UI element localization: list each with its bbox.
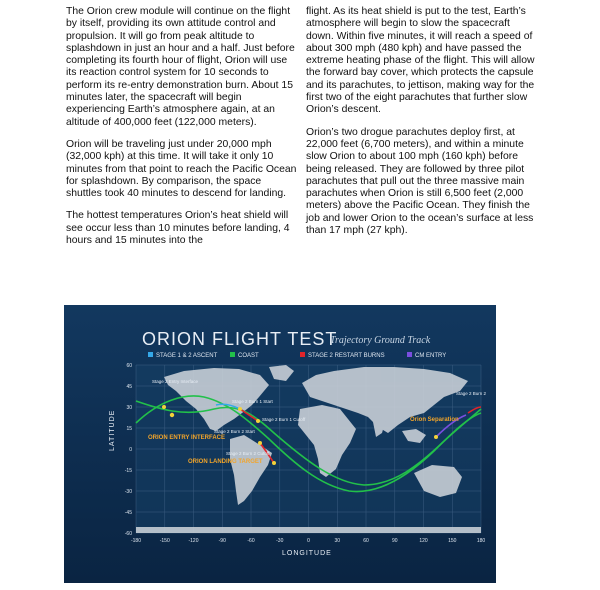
y-axis-label: LATITUDE: [109, 409, 116, 451]
legend-label-ascent: STAGE 1 & 2 ASCENT: [156, 353, 218, 359]
paragraph: flight. As its heat shield is put to the test, Earth’s atmosphere will begin to slow the spacecraft down. Within five minutes, it will reach a speed of about 300 mph (480 kph) and have passed the extreme heating phase of the flight. This will allow the forward bay cover, which protects the capsule and its parachutes, to jettison, making way for the first two of the eight parachutes that further slow Orion’s descent.: [306, 6, 535, 116]
lon-tick-label: 30: [334, 538, 341, 544]
annotation-burn1-cutoff: Stage 2 Burn 1 Cutoff: [262, 417, 306, 422]
lat-tick-label: 60: [126, 363, 132, 369]
lat-tick-label: 30: [126, 405, 132, 411]
marker-burn1-cutoff: [256, 419, 260, 423]
lon-tick-label: 180: [476, 538, 486, 544]
lon-tick-label: -150: [159, 538, 170, 544]
trajectory-ground-track-figure: [64, 305, 496, 583]
lon-tick-label: -180: [130, 538, 142, 544]
marker-entry-interface: [162, 405, 166, 409]
lon-tick-label: 90: [391, 538, 398, 544]
paragraph: The hottest temperatures Orion’s heat shield will see occur less than 10 minutes before landing, 4 hours and 15 minutes into the: [66, 210, 290, 247]
lat-tick-label: -45: [124, 510, 132, 516]
x-axis-label: LONGITUDE: [282, 550, 332, 557]
lon-tick-label: -120: [188, 538, 199, 544]
figure-subtitle: Trajectory Ground Track: [330, 335, 431, 346]
legend-label-cm-entry: CM ENTRY: [415, 353, 447, 359]
lon-tick-label: 0: [307, 538, 310, 544]
annotation-entry-interface-small: Stage 2 Entry Interface: [152, 379, 199, 384]
legend-label-restart-burns: STAGE 2 RESTART BURNS: [308, 353, 385, 359]
lon-tick-label: 150: [448, 538, 457, 544]
lon-tick-label: -30: [276, 538, 284, 544]
annotation-orion-entry-interface: ORION ENTRY INTERFACE: [148, 435, 226, 441]
lat-tick-label: -30: [124, 489, 132, 495]
legend-swatch-ascent: [148, 352, 153, 357]
figure-title: ORION FLIGHT TEST: [142, 329, 338, 349]
marker-burn2-cutoff: [272, 461, 276, 465]
article-left-column: [66, 6, 298, 257]
annotation-burn2-start: Stage 2 Burn 2 Start: [214, 429, 255, 434]
lat-tick-label: -60: [124, 531, 132, 537]
lat-tick-label: 15: [126, 426, 132, 432]
annotation-burn1-start: Stage 2 Burn 1 Start: [232, 399, 273, 404]
legend-label-coast: COAST: [238, 353, 259, 359]
lat-tick-label: 0: [129, 447, 132, 453]
article-right-column: [306, 6, 538, 247]
marker-burn2-start: [258, 441, 262, 445]
paragraph: Orion’s two drogue parachutes deploy first, at 22,000 feet (6,700 meters), and within a minute slow Orion to about 100 mph (160 kph) before being released. They are followed by three pilot parachutes that pull out the three massive main parachutes when Orion is still 6,500 feet (2,000 meters) above the Pacific Ocean. They finish the job and lower Orion to the ocean’s surface at less than 17 mph (27 kph).: [306, 126, 534, 237]
marker-burn1-start: [238, 407, 242, 411]
annotation-orion-landing-target: ORION LANDING TARGET: [188, 459, 263, 465]
lat-tick-label: 45: [126, 384, 132, 390]
annotation-burn2-right: Stage 2 Burn 2: [456, 391, 487, 396]
legend-swatch-cm-entry: [407, 352, 412, 357]
paragraph: The Orion crew module will continue on the flight by itself, providing its own attitude control and propulsion. It will go from peak altitude to splashdown in just an hour and a half. Just before completing its fourth hour of flight, Orion will use its reaction control system for 10 seconds to perform its re-entry demonstration burn. About 15 minutes later, the spacecraft will begin experiencing Earth’s atmosphere again, at an altitude of 400,000 feet (122,000 meters).: [66, 6, 295, 128]
paragraph: Orion will be traveling just under 20,000 mph (32,000 kph) at this time. It will take it only 10 minutes from that point to reach the Pacific Ocean for splashdown. By comparison, the space shuttles took 40 minutes to descend for landing.: [66, 138, 297, 200]
marker-orion-separation: [434, 435, 438, 439]
marker-landing-target: [170, 413, 174, 417]
lon-tick-label: 120: [419, 538, 428, 544]
annotation-orion-separation: Orion Separation: [410, 417, 459, 423]
ground-track-map: [64, 305, 496, 583]
lon-tick-label: 60: [363, 538, 369, 544]
legend-swatch-coast: [230, 352, 235, 357]
lat-tick-label: -15: [124, 468, 132, 474]
antarctica: [136, 527, 481, 533]
annotation-burn2-cutoff: Stage 2 Burn 2 Cutoff: [226, 451, 270, 456]
legend-swatch-restart-burns: [300, 352, 305, 357]
lon-tick-label: -90: [218, 538, 226, 544]
lon-tick-label: -60: [247, 538, 255, 544]
